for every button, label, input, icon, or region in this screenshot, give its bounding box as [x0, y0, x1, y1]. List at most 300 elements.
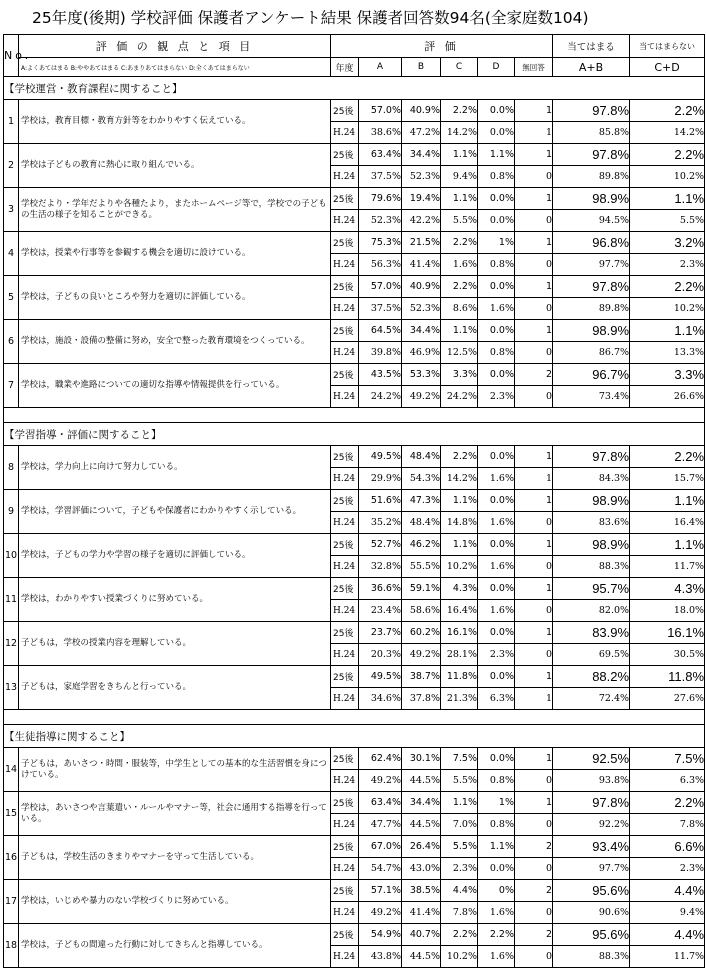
table-row-current	[4, 188, 705, 210]
value-none: 0	[515, 770, 553, 792]
value-none: 1	[515, 490, 553, 512]
value-none: 0	[515, 386, 553, 408]
year-cell: H.24	[331, 946, 359, 968]
value-none: 1	[515, 792, 553, 814]
year-cell: 25後	[331, 490, 359, 512]
value-cd: 2.3%	[630, 858, 705, 880]
value-d: 0.0%	[478, 364, 515, 386]
value-a: 49.5%	[359, 666, 402, 688]
value-c: 7.8%	[441, 902, 478, 924]
value-ab: 82.0%	[553, 600, 630, 622]
value-c: 5.5%	[441, 836, 478, 858]
value-b: 34.4%	[402, 792, 441, 814]
value-c: 2.2%	[441, 924, 478, 946]
value-cd: 10.2%	[630, 166, 705, 188]
table-row-current	[4, 748, 705, 770]
value-cd: 2.3%	[630, 254, 705, 276]
value-none: 2	[515, 364, 553, 386]
value-b: 52.3%	[402, 298, 441, 320]
header-d: D	[478, 58, 515, 77]
item-number: 12	[4, 622, 19, 666]
year-cell: 25後	[331, 792, 359, 814]
value-b: 49.2%	[402, 386, 441, 408]
value-c: 5.5%	[441, 770, 478, 792]
header-year: 年度	[331, 58, 359, 77]
value-a: 32.8%	[359, 556, 402, 578]
value-a: 57.0%	[359, 100, 402, 122]
value-b: 19.4%	[402, 188, 441, 210]
year-cell: H.24	[331, 254, 359, 276]
item-text: 学校は，子どもの間違った行動に対してきちんと指導している。	[19, 924, 331, 968]
value-b: 49.2%	[402, 644, 441, 666]
value-a: 75.3%	[359, 232, 402, 254]
value-d: 1.6%	[478, 902, 515, 924]
value-a: 43.8%	[359, 946, 402, 968]
value-d: 0.0%	[478, 446, 515, 468]
value-a: 63.4%	[359, 144, 402, 166]
table-row-current	[4, 534, 705, 556]
value-cd: 11.7%	[630, 946, 705, 968]
item-text: 学校は，あいさつや言葉遣い・ルールやマナー等，社会に通用する指導を行っている。	[19, 792, 331, 836]
value-none: 0	[515, 342, 553, 364]
page-title: 25年度(後期) 学校評価 保護者アンケート結果 保護者回答数94名(全家庭数104)	[32, 9, 589, 27]
value-c: 2.2%	[441, 100, 478, 122]
table-row-current	[4, 836, 705, 858]
item-number: 6	[4, 320, 19, 364]
value-b: 58.6%	[402, 600, 441, 622]
value-cd: 11.7%	[630, 556, 705, 578]
item-number: 10	[4, 534, 19, 578]
value-b: 47.3%	[402, 490, 441, 512]
value-none: 1	[515, 446, 553, 468]
value-c: 2.2%	[441, 276, 478, 298]
header-no: No.	[4, 35, 19, 77]
value-ab: 95.6%	[553, 924, 630, 946]
value-d: 0.0%	[478, 666, 515, 688]
value-cd: 30.5%	[630, 644, 705, 666]
value-c: 7.5%	[441, 748, 478, 770]
value-b: 26.4%	[402, 836, 441, 858]
year-cell: 25後	[331, 748, 359, 770]
value-c: 14.2%	[441, 122, 478, 144]
item-number: 1	[4, 100, 19, 144]
value-d: 0.0%	[478, 122, 515, 144]
value-ab: 98.9%	[553, 490, 630, 512]
value-b: 46.2%	[402, 534, 441, 556]
value-a: 49.2%	[359, 902, 402, 924]
value-cd: 3.3%	[630, 364, 705, 386]
item-number: 15	[4, 792, 19, 836]
header-a: A	[359, 58, 402, 77]
value-a: 37.5%	[359, 298, 402, 320]
value-d: 0.0%	[478, 578, 515, 600]
value-d: 1%	[478, 232, 515, 254]
value-none: 2	[515, 836, 553, 858]
item-text: 学校は，いじめや暴力のない学校づくりに努めている。	[19, 880, 331, 924]
value-ab: 83.9%	[553, 622, 630, 644]
year-cell: 25後	[331, 534, 359, 556]
value-ab: 92.5%	[553, 748, 630, 770]
value-c: 1.1%	[441, 534, 478, 556]
item-text: 学校は，施設・設備の整備に努め，安全で整った教育環境をつくっている。	[19, 320, 331, 364]
value-a: 57.0%	[359, 276, 402, 298]
item-text: 学校は，授業や行事等を参観する機会を適切に設けている。	[19, 232, 331, 276]
value-d: 1.6%	[478, 468, 515, 490]
item-text: 学校だより・学年だよりや各種たより，またホームページ等で，学校での子どもの生活の様子を知ることができる。	[19, 188, 331, 232]
item-number: 8	[4, 446, 19, 490]
value-b: 54.3%	[402, 468, 441, 490]
value-c: 16.1%	[441, 622, 478, 644]
value-none: 1	[515, 188, 553, 210]
value-d: 0.0%	[478, 858, 515, 880]
value-ab: 93.8%	[553, 770, 630, 792]
value-ab: 86.7%	[553, 342, 630, 364]
value-d: 0.8%	[478, 342, 515, 364]
value-c: 1.1%	[441, 144, 478, 166]
value-cd: 4.4%	[630, 880, 705, 902]
item-number: 2	[4, 144, 19, 188]
value-c: 1.1%	[441, 490, 478, 512]
value-b: 44.5%	[402, 946, 441, 968]
value-b: 48.4%	[402, 446, 441, 468]
value-c: 5.5%	[441, 210, 478, 232]
value-a: 62.4%	[359, 748, 402, 770]
value-c: 8.6%	[441, 298, 478, 320]
header-apply: 当てはまる	[553, 35, 630, 58]
value-ab: 69.5%	[553, 644, 630, 666]
value-b: 41.4%	[402, 902, 441, 924]
value-ab: 94.5%	[553, 210, 630, 232]
year-cell: H.24	[331, 210, 359, 232]
year-cell: H.24	[331, 644, 359, 666]
value-none: 1	[515, 468, 553, 490]
header-b: B	[402, 58, 441, 77]
value-cd: 15.7%	[630, 468, 705, 490]
value-d: 1.6%	[478, 298, 515, 320]
value-c: 14.8%	[441, 512, 478, 534]
table-row-current	[4, 666, 705, 688]
value-none: 1	[515, 144, 553, 166]
value-d: 0.0%	[478, 490, 515, 512]
year-cell: 25後	[331, 364, 359, 386]
value-b: 44.5%	[402, 814, 441, 836]
value-d: 0.0%	[478, 188, 515, 210]
table-row-current	[4, 792, 705, 814]
value-ab: 88.2%	[553, 666, 630, 688]
year-cell: 25後	[331, 446, 359, 468]
value-cd: 2.2%	[630, 144, 705, 166]
value-b: 41.4%	[402, 254, 441, 276]
value-none: 1	[515, 276, 553, 298]
item-text: 子どもは，家庭学習をきちんと行っている。	[19, 666, 331, 710]
value-a: 38.6%	[359, 122, 402, 144]
value-d: 0.0%	[478, 534, 515, 556]
value-a: 56.3%	[359, 254, 402, 276]
value-none: 1	[515, 688, 553, 710]
table-row-current	[4, 578, 705, 600]
value-a: 52.7%	[359, 534, 402, 556]
value-d: 0%	[478, 880, 515, 902]
year-cell: H.24	[331, 298, 359, 320]
value-ab: 88.3%	[553, 556, 630, 578]
value-ab: 72.4%	[553, 688, 630, 710]
value-c: 2.2%	[441, 446, 478, 468]
item-number: 17	[4, 880, 19, 924]
value-a: 43.5%	[359, 364, 402, 386]
value-ab: 98.9%	[553, 188, 630, 210]
value-d: 2.3%	[478, 386, 515, 408]
year-cell: H.24	[331, 688, 359, 710]
header-notapply: 当てはまらない	[630, 35, 705, 58]
value-ab: 84.3%	[553, 468, 630, 490]
value-cd: 27.6%	[630, 688, 705, 710]
value-b: 47.2%	[402, 122, 441, 144]
value-a: 20.3%	[359, 644, 402, 666]
header-items: 評 価 の 観 点 と 項 目	[19, 35, 331, 58]
value-c: 10.2%	[441, 556, 478, 578]
value-ab: 97.8%	[553, 276, 630, 298]
item-text: 子どもは，学校生活のきまりやマナーを守って生活している。	[19, 836, 331, 880]
item-number: 5	[4, 276, 19, 320]
value-cd: 1.1%	[630, 534, 705, 556]
table-row-current	[4, 232, 705, 254]
value-a: 37.5%	[359, 166, 402, 188]
value-cd: 1.1%	[630, 188, 705, 210]
value-none: 1	[515, 232, 553, 254]
table-row-current	[4, 924, 705, 946]
table-row-current	[4, 880, 705, 902]
value-c: 9.4%	[441, 166, 478, 188]
table-row-current	[4, 320, 705, 342]
value-c: 2.3%	[441, 858, 478, 880]
value-a: 23.4%	[359, 600, 402, 622]
value-none: 0	[515, 254, 553, 276]
value-cd: 10.2%	[630, 298, 705, 320]
year-cell: 25後	[331, 320, 359, 342]
value-d: 0.8%	[478, 254, 515, 276]
value-c: 11.8%	[441, 666, 478, 688]
value-ab: 98.9%	[553, 534, 630, 556]
item-text: 学校は子どもの教育に熱心に取り組んでいる。	[19, 144, 331, 188]
value-ab: 85.8%	[553, 122, 630, 144]
value-cd: 18.0%	[630, 600, 705, 622]
item-number: 11	[4, 578, 19, 622]
table-row-current	[4, 622, 705, 644]
value-cd: 7.5%	[630, 748, 705, 770]
value-cd: 1.1%	[630, 320, 705, 342]
year-cell: H.24	[331, 386, 359, 408]
value-none: 0	[515, 858, 553, 880]
value-a: 51.6%	[359, 490, 402, 512]
header-none: 無回答	[515, 58, 553, 77]
table-row-current	[4, 364, 705, 386]
value-b: 40.7%	[402, 924, 441, 946]
header-c: C	[441, 58, 478, 77]
year-cell: H.24	[331, 512, 359, 534]
value-cd: 13.3%	[630, 342, 705, 364]
value-d: 1.1%	[478, 144, 515, 166]
value-a: 54.7%	[359, 858, 402, 880]
value-ab: 89.8%	[553, 298, 630, 320]
value-b: 48.4%	[402, 512, 441, 534]
year-cell: H.24	[331, 122, 359, 144]
value-ab: 88.3%	[553, 946, 630, 968]
value-cd: 9.4%	[630, 902, 705, 924]
value-d: 0.0%	[478, 748, 515, 770]
value-a: 67.0%	[359, 836, 402, 858]
item-number: 16	[4, 836, 19, 880]
value-ab: 90.6%	[553, 902, 630, 924]
value-a: 34.6%	[359, 688, 402, 710]
value-a: 79.6%	[359, 188, 402, 210]
item-text: 学校は，子どもの学力や学習の様子を適切に評価している。	[19, 534, 331, 578]
value-b: 30.1%	[402, 748, 441, 770]
value-b: 40.9%	[402, 100, 441, 122]
year-cell: 25後	[331, 924, 359, 946]
value-cd: 6.3%	[630, 770, 705, 792]
value-c: 2.2%	[441, 232, 478, 254]
value-ab: 96.7%	[553, 364, 630, 386]
year-cell: H.24	[331, 468, 359, 490]
value-a: 63.4%	[359, 792, 402, 814]
value-none: 0	[515, 298, 553, 320]
year-cell: H.24	[331, 342, 359, 364]
value-a: 54.9%	[359, 924, 402, 946]
year-cell: H.24	[331, 770, 359, 792]
survey-table	[3, 34, 705, 968]
value-cd: 2.2%	[630, 792, 705, 814]
item-number: 13	[4, 666, 19, 710]
value-none: 0	[515, 166, 553, 188]
value-ab: 97.8%	[553, 792, 630, 814]
value-ab: 89.8%	[553, 166, 630, 188]
value-none: 2	[515, 924, 553, 946]
value-b: 52.3%	[402, 166, 441, 188]
value-a: 57.1%	[359, 880, 402, 902]
value-a: 47.7%	[359, 814, 402, 836]
value-cd: 7.8%	[630, 814, 705, 836]
item-text: 子どもは，学校の授業内容を理解している。	[19, 622, 331, 666]
value-ab: 73.4%	[553, 386, 630, 408]
year-cell: H.24	[331, 600, 359, 622]
value-c: 4.4%	[441, 880, 478, 902]
value-c: 3.3%	[441, 364, 478, 386]
value-none: 0	[515, 210, 553, 232]
value-b: 55.5%	[402, 556, 441, 578]
value-ab: 97.8%	[553, 446, 630, 468]
value-ab: 97.8%	[553, 144, 630, 166]
value-none: 0	[515, 644, 553, 666]
value-a: 52.3%	[359, 210, 402, 232]
value-d: 6.3%	[478, 688, 515, 710]
value-c: 7.0%	[441, 814, 478, 836]
section-title: 【学校運営・教育課程に関すること】	[4, 77, 705, 100]
value-none: 0	[515, 902, 553, 924]
value-c: 10.2%	[441, 946, 478, 968]
value-b: 42.2%	[402, 210, 441, 232]
value-c: 21.3%	[441, 688, 478, 710]
item-number: 9	[4, 490, 19, 534]
item-number: 14	[4, 748, 19, 792]
value-b: 53.3%	[402, 364, 441, 386]
value-d: 2.2%	[478, 924, 515, 946]
value-none: 1	[515, 100, 553, 122]
section-title: 【学習指導・評価に関すること】	[4, 423, 705, 446]
value-d: 0.8%	[478, 770, 515, 792]
value-a: 24.2%	[359, 386, 402, 408]
table-row-current	[4, 490, 705, 512]
year-cell: 25後	[331, 276, 359, 298]
value-cd: 4.3%	[630, 578, 705, 600]
value-b: 40.9%	[402, 276, 441, 298]
item-text: 学校は，学力向上に向けて努力している。	[19, 446, 331, 490]
value-a: 39.8%	[359, 342, 402, 364]
value-d: 1.6%	[478, 556, 515, 578]
value-ab: 95.7%	[553, 578, 630, 600]
value-ab: 97.8%	[553, 100, 630, 122]
value-d: 0.8%	[478, 166, 515, 188]
section-header	[4, 423, 705, 446]
value-cd: 4.4%	[630, 924, 705, 946]
value-d: 0.0%	[478, 320, 515, 342]
value-d: 2.3%	[478, 644, 515, 666]
value-d: 0.0%	[478, 210, 515, 232]
value-a: 23.7%	[359, 622, 402, 644]
value-cd: 1.1%	[630, 490, 705, 512]
year-cell: H.24	[331, 166, 359, 188]
value-ab: 95.6%	[553, 880, 630, 902]
value-none: 1	[515, 534, 553, 556]
value-d: 0.0%	[478, 622, 515, 644]
item-text: 子どもは，あいさつ・時間・服装等，中学生としての基本的な生活習慣を身につけている。	[19, 748, 331, 792]
year-cell: 25後	[331, 666, 359, 688]
year-cell: 25後	[331, 622, 359, 644]
value-ab: 97.7%	[553, 858, 630, 880]
value-cd: 16.1%	[630, 622, 705, 644]
value-c: 24.2%	[441, 386, 478, 408]
year-cell: 25後	[331, 232, 359, 254]
table-row-current	[4, 446, 705, 468]
value-none: 1	[515, 666, 553, 688]
value-a: 49.5%	[359, 446, 402, 468]
year-cell: 25後	[331, 836, 359, 858]
value-ab: 92.2%	[553, 814, 630, 836]
value-b: 21.5%	[402, 232, 441, 254]
value-a: 35.2%	[359, 512, 402, 534]
value-d: 0.0%	[478, 100, 515, 122]
value-c: 1.6%	[441, 254, 478, 276]
value-none: 0	[515, 512, 553, 534]
header-legend: A:よくあてはまる B:ややあてはまる C:あまりあてはまらない D:全くあてはまらない	[19, 58, 331, 77]
value-b: 60.2%	[402, 622, 441, 644]
value-d: 0.8%	[478, 814, 515, 836]
value-cd: 2.2%	[630, 446, 705, 468]
value-c: 4.3%	[441, 578, 478, 600]
item-number: 3	[4, 188, 19, 232]
item-text: 学校は，職業や進路についての適切な指導や情報提供を行っている。	[19, 364, 331, 408]
table-row-current	[4, 144, 705, 166]
value-d: 1.6%	[478, 512, 515, 534]
value-none: 1	[515, 748, 553, 770]
value-ab: 98.9%	[553, 320, 630, 342]
value-c: 14.2%	[441, 468, 478, 490]
item-number: 7	[4, 364, 19, 408]
section-spacer	[4, 710, 705, 725]
year-cell: 25後	[331, 578, 359, 600]
section-title: 【生徒指導に関すること】	[4, 725, 705, 748]
item-text: 学校は，教育目標・教育方針等をわかりやすく伝えている。	[19, 100, 331, 144]
value-d: 0.0%	[478, 276, 515, 298]
